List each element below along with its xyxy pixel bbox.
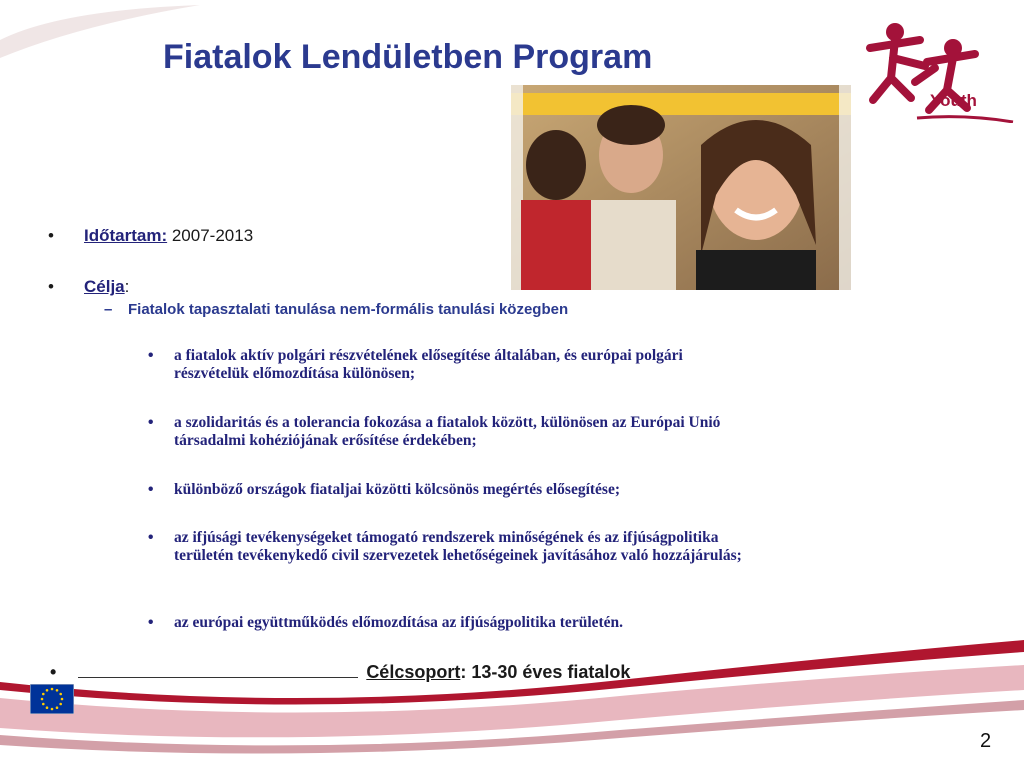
duration-item xyxy=(48,226,254,246)
goal-colon: : xyxy=(124,277,130,296)
objective-item xyxy=(148,481,774,499)
subheading xyxy=(104,301,569,318)
goal-label: Célja xyxy=(84,277,125,296)
bullet: • xyxy=(148,414,154,431)
dash: – xyxy=(104,301,113,318)
page-number: 2 xyxy=(980,730,992,752)
bullet: • xyxy=(148,529,154,546)
objective-item xyxy=(148,529,764,565)
target-group-value: : 13-30 éves fiatalok xyxy=(460,662,631,682)
page-title: Fiatalok Lendületben Program xyxy=(163,38,653,76)
bullet: • xyxy=(50,662,57,682)
objective-text: az ifjúsági tevékenységeket támogató rendszerek minőségének és az ifjúságpolitika területén tevékenykedő civil szervezetek lehetőségeinek javításához való hozzájárulás; xyxy=(174,529,742,564)
bullet: • xyxy=(48,226,54,245)
bottom-wave-decoration xyxy=(0,620,1024,768)
target-underline xyxy=(78,677,358,678)
objective-text: a fiatalok aktív polgári részvételének elősegítése általában, és európai polgári részvételük előmozdítása különösen; xyxy=(174,347,683,382)
objective-item xyxy=(148,347,714,383)
subheading-text: Fiatalok tapasztalati tanulása nem-formális tanulási közegben xyxy=(128,301,569,318)
objective-item xyxy=(148,414,754,450)
objective-text: az európai együttműködés előmozdítása az ifjúságpolitika területén. xyxy=(174,614,624,631)
bullet: • xyxy=(148,481,154,498)
duration-value: 2007-2013 xyxy=(167,226,254,245)
goal-item xyxy=(48,277,130,297)
young-people-photo xyxy=(511,85,851,290)
youth-logo-text: Youth xyxy=(930,91,977,110)
objective-text: különböző országok fiataljai közötti kölcsönös megértés elősegítése; xyxy=(174,481,620,498)
target-group-label: Célcsoport xyxy=(366,662,461,682)
duration-label: Időtartam: xyxy=(84,226,168,245)
target-group xyxy=(50,662,630,683)
objective-text: a szolidaritás és a tolerancia fokozása a fiatalok között, különösen az Európai Unió társadalmi kohéziójának erősítése érdekében; xyxy=(174,414,721,449)
bullet: • xyxy=(48,277,54,296)
bullet: • xyxy=(148,347,154,364)
bullet: • xyxy=(148,614,154,631)
eu-flag-icon xyxy=(30,684,74,714)
